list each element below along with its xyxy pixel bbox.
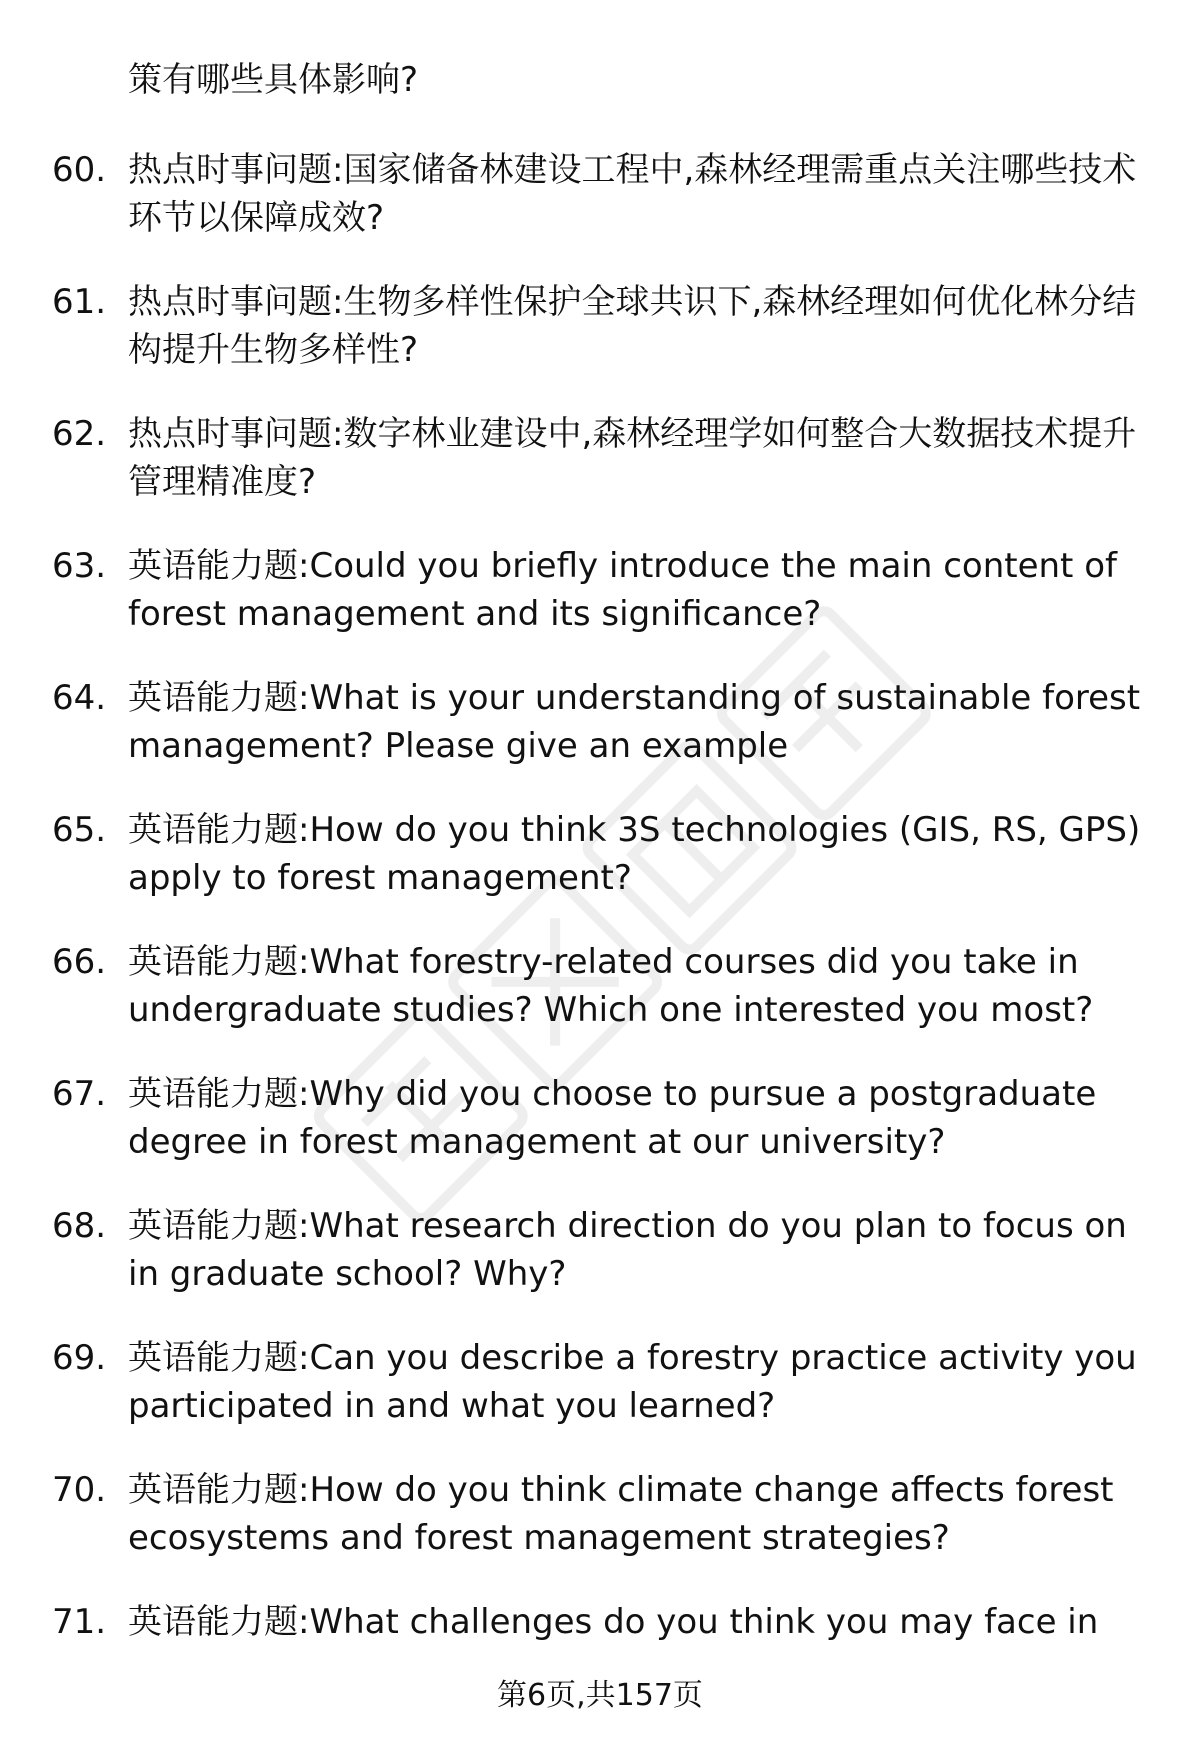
question-item [0, 1334, 1200, 1466]
question-category: 英语能力题: [128, 1470, 310, 1510]
question-body: What challenges do you think you may face in [309, 1602, 1099, 1642]
question-category: 英语能力题: [128, 1602, 310, 1642]
question-item [0, 410, 1200, 542]
question-item [0, 674, 1200, 806]
question-number: 66. [52, 942, 107, 982]
question-number: 65. [52, 810, 107, 850]
question-item [0, 1466, 1200, 1598]
question-body: Can you describe a forestry practice activity you participated in and what you learned? [128, 1338, 1137, 1426]
question-number: 71. [52, 1602, 107, 1642]
question-item [0, 806, 1200, 938]
question-list [0, 146, 1200, 1730]
question-item [0, 1202, 1200, 1334]
question-category: 热点时事问题: [128, 282, 344, 322]
question-number: 69. [52, 1338, 107, 1378]
question-text [128, 410, 1158, 506]
question-number: 61. [52, 282, 107, 322]
question-item [0, 146, 1200, 278]
question-category: 英语能力题: [128, 810, 310, 850]
question-number: 63. [52, 546, 107, 586]
question-category: 英语能力题: [128, 678, 310, 718]
question-body: What forestry-related courses did you take in undergraduate studies? Which one interested you most? [128, 942, 1094, 1030]
page-footer: 第6页,共157页 [497, 1678, 703, 1713]
question-text [128, 1070, 1158, 1166]
question-body: Could you briefly introduce the main content of forest management and its significance? [128, 546, 1117, 634]
continued-question-text: 策有哪些具体影响? [128, 60, 419, 100]
question-number: 64. [52, 678, 107, 718]
question-text [128, 1466, 1158, 1562]
question-number: 60. [52, 150, 107, 190]
question-category: 热点时事问题: [128, 414, 344, 454]
question-text [128, 278, 1158, 374]
question-category: 热点时事问题: [128, 150, 344, 190]
question-item [0, 938, 1200, 1070]
question-text [128, 1334, 1158, 1430]
question-item [0, 278, 1200, 410]
question-number: 67. [52, 1074, 107, 1114]
question-text [128, 674, 1158, 770]
question-category: 英语能力题: [128, 1074, 310, 1114]
question-number: 68. [52, 1206, 107, 1246]
question-item [0, 542, 1200, 674]
question-item [0, 1070, 1200, 1202]
question-category: 英语能力题: [128, 546, 310, 586]
question-number: 62. [52, 414, 107, 454]
question-text [128, 146, 1158, 242]
question-category: 英语能力题: [128, 1206, 310, 1246]
question-body: What research direction do you plan to focus on in graduate school? Why? [128, 1206, 1127, 1294]
question-text [128, 806, 1158, 902]
question-text [128, 1598, 1158, 1646]
question-body: How do you think 3S technologies (GIS, RS, GPS) apply to forest management? [128, 810, 1141, 898]
question-text [128, 938, 1158, 1034]
question-category: 英语能力题: [128, 942, 310, 982]
question-body: How do you think climate change affects forest ecosystems and forest management strategies? [128, 1470, 1114, 1558]
question-number: 70. [52, 1470, 107, 1510]
question-body: What is your understanding of sustainable forest management? Please give an example [128, 678, 1141, 766]
question-text [128, 1202, 1158, 1298]
question-body: 国家储备林建设工程中,森林经理需重点关注哪些技术环节以保障成效? [128, 150, 1137, 238]
question-body: Why did you choose to pursue a postgraduate degree in forest management at our university? [128, 1074, 1097, 1162]
question-category: 英语能力题: [128, 1338, 310, 1378]
question-body: 生物多样性保护全球共识下,森林经理如何优化林分结构提升生物多样性? [128, 282, 1137, 370]
question-text [128, 542, 1158, 638]
question-body: 数字林业建设中,森林经理学如何整合大数据技术提升管理精准度? [128, 414, 1137, 502]
